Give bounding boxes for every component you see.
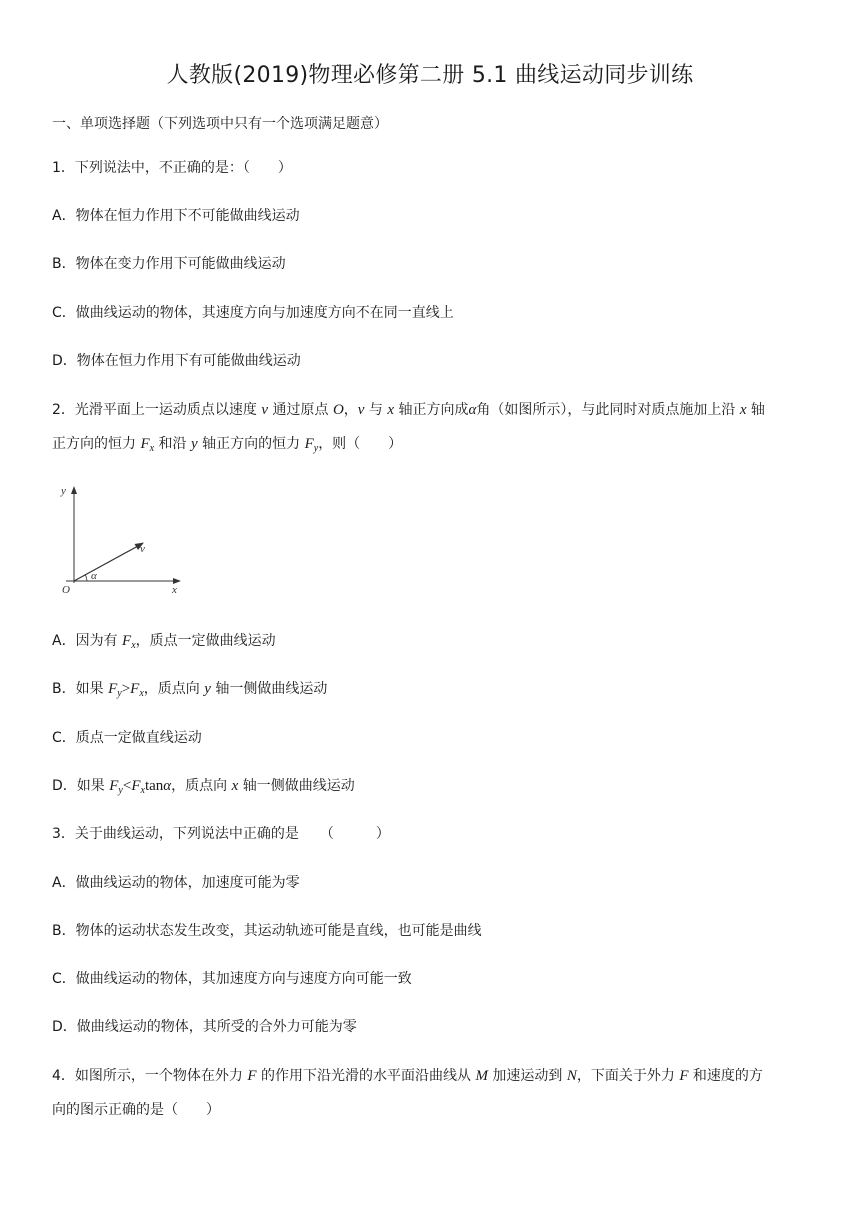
question-2-option-d: D．如果 $F_y<F_x\tan\alpha$，质点向 x 轴一侧做曲线运动 — [52, 778, 355, 796]
question-2-stem-line-2: 正方向的恒力 $F_x$ 和沿 y 轴正方向的恒力 $F_y$，则（ ） — [52, 436, 403, 454]
alpha-label: α — [91, 570, 97, 582]
question-3-option-a: A．做曲线运动的物体，加速度可能为零 — [52, 875, 300, 891]
page-title: 人教版(2019)物理必修第二册 5.1 曲线运动同步训练 — [166, 63, 694, 88]
section-heading: 一、单项选择题（下列选项中只有一个选项满足题意） — [52, 116, 388, 132]
question-2-option-b: B．如果 $F_y>F_x$，质点向 y 轴一侧做曲线运动 — [52, 681, 328, 699]
question-1-option-a: A．物体在恒力作用下不可能做曲线运动 — [52, 208, 300, 224]
velocity-label: v — [140, 543, 145, 555]
question-2-option-a: A．因为有 $F_x$，质点一定做曲线运动 — [52, 633, 276, 651]
question-2-option-c: C．质点一定做直线运动 — [52, 730, 202, 746]
question-3-stem: 3．关于曲线运动，下列说法中正确的是 （ ） — [52, 826, 390, 842]
question-1-option-b: B．物体在变力作用下可能做曲线运动 — [52, 256, 286, 272]
velocity-vector — [74, 546, 138, 581]
question-1-option-c: C．做曲线运动的物体，其速度方向与加速度方向不在同一直线上 — [52, 305, 454, 321]
question-4-stem-line-1: 4．如图所示，一个物体在外力 F 的作用下沿光滑的水平面沿曲线从 M 加速运动到 N，下面关于外力 F 和速度的方 — [52, 1068, 763, 1084]
question-1-stem: 1．下列说法中，不正确的是：（ ） — [52, 160, 292, 176]
velocity-axes-figure — [58, 480, 188, 600]
question-3-option-c: C．做曲线运动的物体，其加速度方向与速度方向可能一致 — [52, 971, 412, 987]
origin-label: O — [62, 584, 70, 596]
x-axis-label: x — [172, 584, 177, 596]
question-1-option-d: D．物体在恒力作用下有可能做曲线运动 — [52, 353, 301, 369]
question-2-stem-line-1: 2．光滑平面上一运动质点以速度 v 通过原点 O，v 与 x 轴正方向成α角（如图所示），与此同时对质点施加上沿 x 轴 — [52, 402, 765, 418]
y-axis-arrowhead — [71, 486, 77, 494]
question-3-option-d: D．做曲线运动的物体，其所受的合外力可能为零 — [52, 1019, 357, 1035]
question-3-option-b: B．物体的运动状态发生改变，其运动轨迹可能是直线，也可能是曲线 — [52, 923, 482, 939]
angle-arc — [85, 575, 87, 581]
y-axis-label: y — [61, 485, 66, 497]
question-4-stem-line-2: 向的图示正确的是（ ） — [52, 1102, 220, 1118]
